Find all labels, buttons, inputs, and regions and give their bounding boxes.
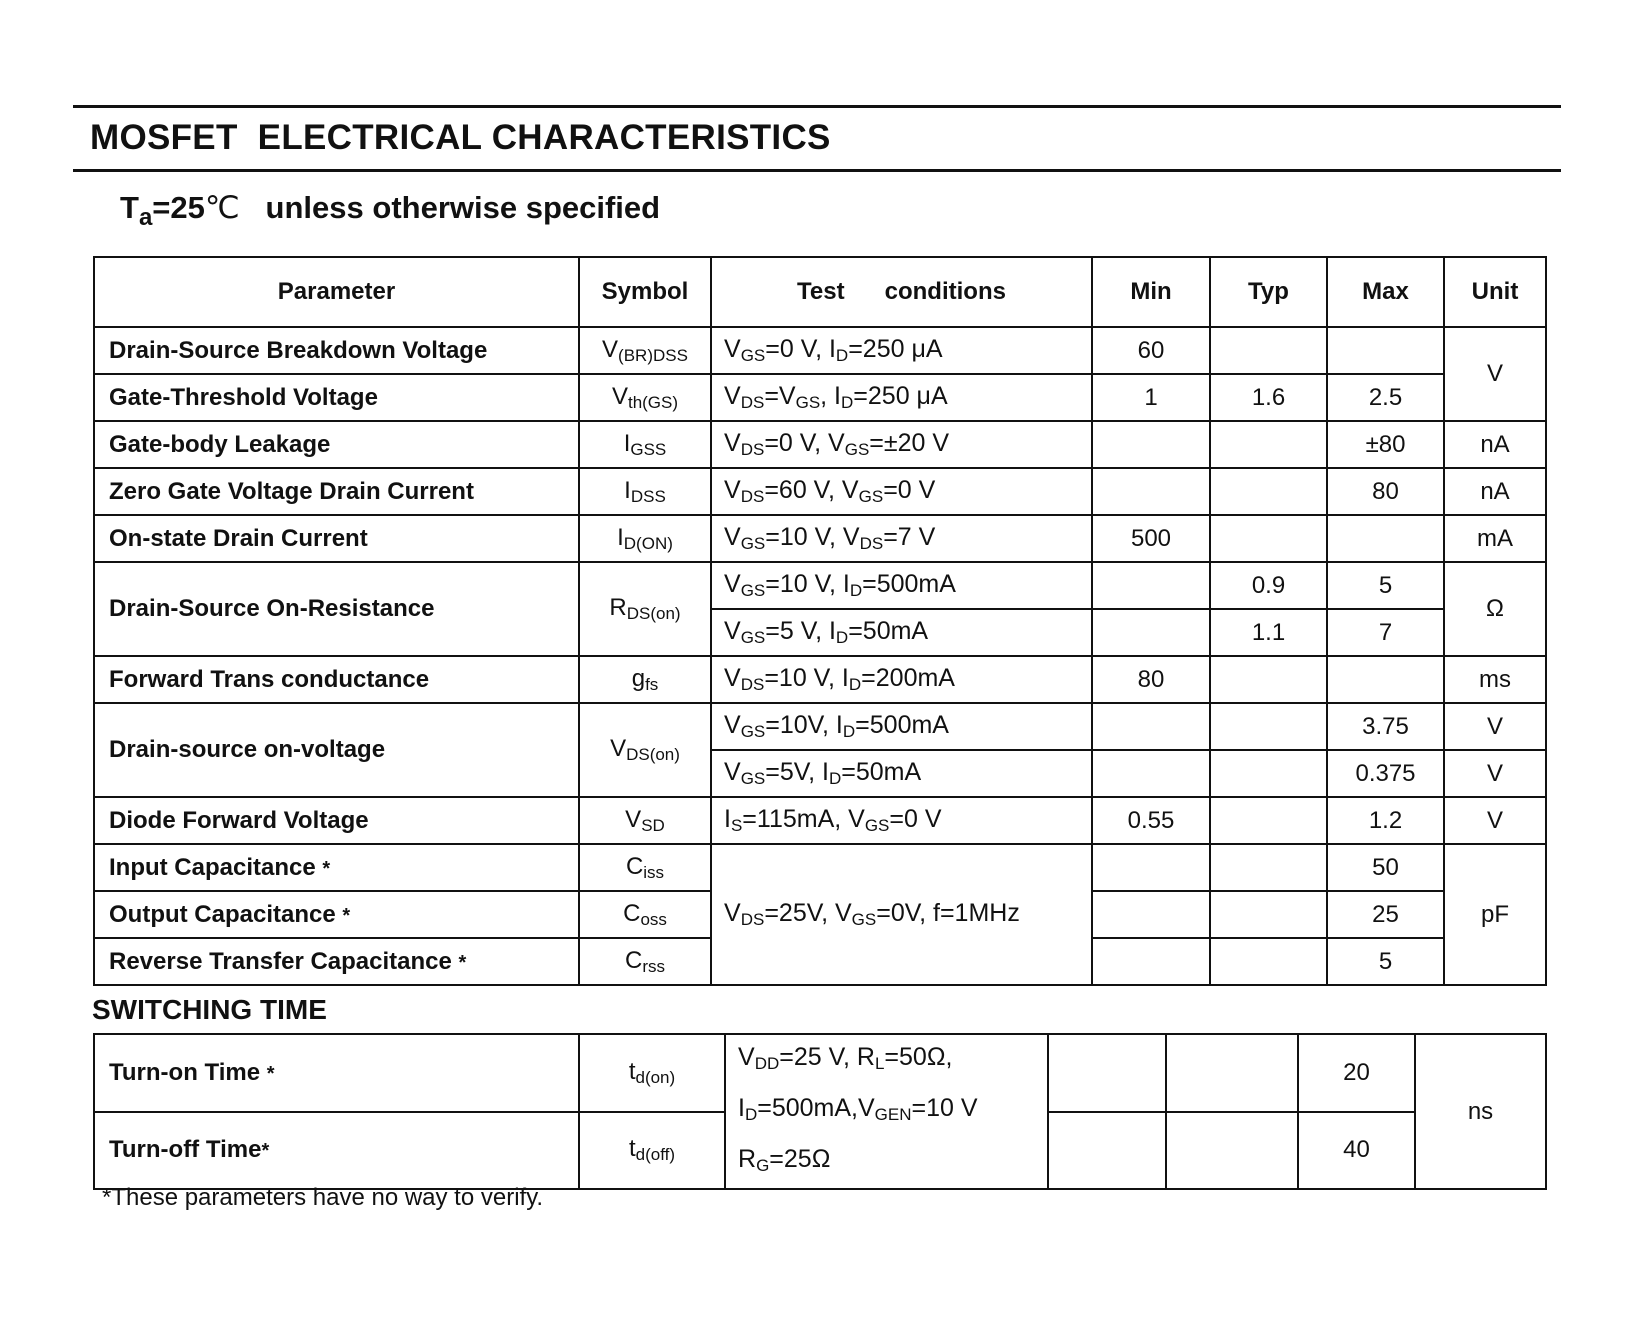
min-cell: [1092, 609, 1210, 656]
col-header-parameter: Parameter: [94, 257, 579, 327]
typ-cell: [1210, 327, 1327, 374]
table-row: [94, 421, 1546, 468]
typ-cell: [1210, 938, 1327, 985]
table-row: [94, 844, 1546, 891]
param-cell: Gate-body Leakage: [94, 421, 579, 468]
unit-cell: ms: [1444, 656, 1546, 703]
min-cell: 1: [1092, 374, 1210, 421]
table-row: [94, 1034, 1546, 1112]
symbol-cell: $C_{rss}$: [579, 938, 711, 985]
col-header-symbol: Symbol: [579, 257, 711, 327]
symbol-cell: $t_{d(on)}$: [579, 1034, 725, 1112]
min-cell: [1092, 750, 1210, 797]
symbol-cell: $I_{GSS}$: [579, 421, 711, 468]
symbol-cell: $R_{DS(on)}$: [579, 562, 711, 656]
col-header-max: Max: [1327, 257, 1444, 327]
max-cell: [1327, 515, 1444, 562]
param-cell: Reverse Transfer Capacitance *: [94, 938, 579, 985]
min-cell: [1092, 468, 1210, 515]
symbol-cell: $g_{fs}$: [579, 656, 711, 703]
test-condition-cell: $V_{GS}=10$ V, $I_D=500mA$: [711, 562, 1092, 609]
switching-table: [93, 1033, 1547, 1190]
typ-cell: [1210, 750, 1327, 797]
max-cell: ±80: [1327, 421, 1444, 468]
test-condition-cell: $V_{GS}=5V$, $I_D=50mA$: [711, 750, 1092, 797]
title-underline: [73, 169, 1561, 172]
min-cell: 80: [1092, 656, 1210, 703]
min-cell: [1092, 938, 1210, 985]
min-cell: [1092, 891, 1210, 938]
max-cell: 1.2: [1327, 797, 1444, 844]
unit-cell: V: [1444, 750, 1546, 797]
characteristics-table: [93, 256, 1547, 986]
min-cell: [1048, 1034, 1166, 1112]
symbol-cell: $I_{D(ON)}$: [579, 515, 711, 562]
top-rule: [73, 105, 1561, 108]
min-cell: 60: [1092, 327, 1210, 374]
max-cell: 20: [1298, 1034, 1415, 1112]
table-row: [94, 515, 1546, 562]
header-row: [94, 257, 1546, 327]
symbol-cell: $V_{th(GS)}$: [579, 374, 711, 421]
min-cell: [1048, 1112, 1166, 1190]
table-row: [94, 703, 1546, 750]
cond-degree: ℃: [204, 190, 240, 225]
test-condition-cell: $V_{GS}=0$ V, $I_D=250$ μA: [711, 327, 1092, 374]
symbol-cell: $C_{oss}$: [579, 891, 711, 938]
cond-subscript: a: [138, 204, 153, 231]
param-cell: Zero Gate Voltage Drain Current: [94, 468, 579, 515]
unit-cell: Ω: [1444, 562, 1546, 656]
typ-cell: [1210, 656, 1327, 703]
table-row: [94, 797, 1546, 844]
min-cell: [1092, 562, 1210, 609]
typ-cell: [1166, 1034, 1298, 1112]
cond-symbol: T: [120, 190, 139, 225]
typ-cell: 0.9: [1210, 562, 1327, 609]
param-cell: Drain-Source On-Resistance: [94, 562, 579, 656]
test-condition-cell: $V_{GS}=10$ V, $V_{DS}=7$ V: [711, 515, 1092, 562]
unit-cell: V: [1444, 797, 1546, 844]
typ-cell: [1166, 1112, 1298, 1190]
max-cell: [1327, 327, 1444, 374]
col-header-typ: Typ: [1210, 257, 1327, 327]
cond-value: =25: [152, 190, 205, 225]
max-cell: 50: [1327, 844, 1444, 891]
ambient-condition: [120, 190, 660, 232]
param-cell: Output Capacitance *: [94, 891, 579, 938]
test-condition-cell: $V_{DS}=0$ V, $V_{GS}=\pm 20$ V: [711, 421, 1092, 468]
max-cell: 3.75: [1327, 703, 1444, 750]
param-cell: On-state Drain Current: [94, 515, 579, 562]
max-cell: 0.375: [1327, 750, 1444, 797]
min-cell: [1092, 421, 1210, 468]
typ-cell: [1210, 844, 1327, 891]
cond-tail: unless otherwise specified: [239, 190, 661, 225]
unit-cell: ns: [1415, 1034, 1546, 1189]
test-condition-cell: $V_{DS}=60$ V, $V_{GS}=0$ V: [711, 468, 1092, 515]
typ-cell: 1.1: [1210, 609, 1327, 656]
col-header-test-conditions: Test conditions: [711, 257, 1092, 327]
param-cell: Gate-Threshold Voltage: [94, 374, 579, 421]
min-cell: [1092, 844, 1210, 891]
typ-cell: [1210, 515, 1327, 562]
test-condition-cell: $I_S=115mA$, $V_{GS}=0$ V: [711, 797, 1092, 844]
symbol-cell: $C_{iss}$: [579, 844, 711, 891]
table-row: [94, 327, 1546, 374]
test-condition-cell: $V_{GS}=5$ V, $I_D=50mA$: [711, 609, 1092, 656]
unit-cell: V: [1444, 703, 1546, 750]
unit-cell: V: [1444, 327, 1546, 421]
param-cell: Diode Forward Voltage: [94, 797, 579, 844]
max-cell: 5: [1327, 938, 1444, 985]
typ-cell: [1210, 421, 1327, 468]
param-cell: Turn-on Time *: [94, 1034, 579, 1112]
symbol-cell: $V_{(BR)DSS}$: [579, 327, 711, 374]
test-condition-cell: $V_{DS}=V_{GS}$, $I_D=250$ μA: [711, 374, 1092, 421]
param-cell: Turn-off Time*: [94, 1112, 579, 1190]
param-cell: Drain-source on-voltage: [94, 703, 579, 797]
max-cell: [1327, 656, 1444, 703]
typ-cell: [1210, 797, 1327, 844]
max-cell: 5: [1327, 562, 1444, 609]
unit-cell: nA: [1444, 468, 1546, 515]
typ-cell: [1210, 891, 1327, 938]
unit-cell: mA: [1444, 515, 1546, 562]
test-condition-cell: $V_{DS}=10$ V, $I_D=200mA$: [711, 656, 1092, 703]
max-cell: 2.5: [1327, 374, 1444, 421]
col-header-min: Min: [1092, 257, 1210, 327]
max-cell: 25: [1327, 891, 1444, 938]
param-cell: Drain-Source Breakdown Voltage: [94, 327, 579, 374]
unit-cell: pF: [1444, 844, 1546, 985]
typ-cell: [1210, 703, 1327, 750]
col-header-unit: Unit: [1444, 257, 1546, 327]
table-row: [94, 656, 1546, 703]
unit-cell: nA: [1444, 421, 1546, 468]
table-row: [94, 562, 1546, 609]
footnote: *These parameters have no way to verify.: [102, 1184, 544, 1211]
test-condition-cell: $V_{DS}=25V$, $V_{GS}=0V$, f=1MHz: [711, 844, 1092, 985]
min-cell: 0.55: [1092, 797, 1210, 844]
param-cell: Forward Trans conductance: [94, 656, 579, 703]
switching-time-heading: SWITCHING TIME: [92, 994, 327, 1025]
table-row: [94, 374, 1546, 421]
symbol-cell: $t_{d(off)}$: [579, 1112, 725, 1190]
max-cell: 7: [1327, 609, 1444, 656]
page-title: MOSFET ELECTRICAL CHARACTERISTICS: [90, 118, 831, 157]
max-cell: 40: [1298, 1112, 1415, 1190]
symbol-cell: $V_{DS(on)}$: [579, 703, 711, 797]
test-condition-cell: $V_{GS}=10V$, $I_D=500mA$: [711, 703, 1092, 750]
table-row: [94, 468, 1546, 515]
param-cell: Input Capacitance *: [94, 844, 579, 891]
max-cell: 80: [1327, 468, 1444, 515]
min-cell: [1092, 703, 1210, 750]
typ-cell: 1.6: [1210, 374, 1327, 421]
test-condition-cell: $V_{DD}=25$ V, $R_L=50\Omega$, $I_D=500mA,V_{GEN}=10$ V $R_G=25\Omega$: [725, 1034, 1048, 1189]
symbol-cell: $I_{DSS}$: [579, 468, 711, 515]
min-cell: 500: [1092, 515, 1210, 562]
typ-cell: [1210, 468, 1327, 515]
symbol-cell: $V_{SD}$: [579, 797, 711, 844]
